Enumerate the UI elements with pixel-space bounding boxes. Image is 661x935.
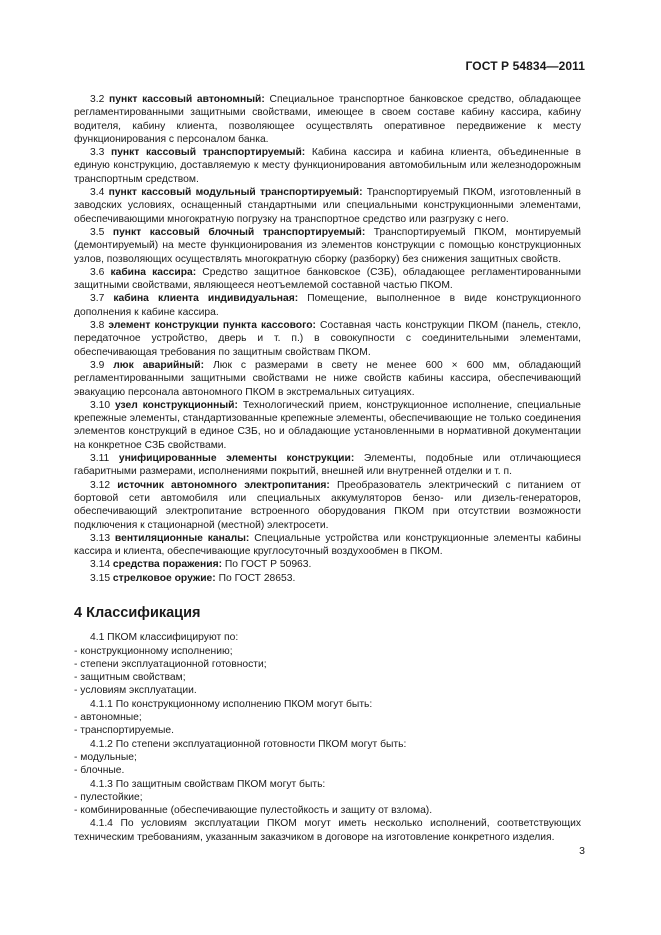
term-definition: Средство защитное банковское (СЗБ), обладающее регламентированными защитными свойствами, являющееся неотъемлемой составной частью ПКОМ.: [74, 266, 581, 292]
definition-paragraph: [74, 266, 581, 293]
term-name: унифицированные элементы конструкции:: [118, 453, 355, 465]
list-item: - комбинированные (обеспечивающие пулестойкость и защиту от взлома).: [74, 805, 433, 817]
clause-paragraph: 4.1.1 По конструкционному исполнению ПКОМ могут быть:: [90, 698, 373, 710]
list-item: - конструкционному исполнению;: [74, 645, 233, 657]
clause-number: 3.11: [90, 453, 110, 465]
term-name: стрелковое оружие:: [112, 572, 216, 584]
term-definition: Составная часть конструкции ПКОМ (панель, стекло, передаточное устройство, дверь и т. п.) в совокупности с соединительными элементами, обеспечивающая требования по защитным свойствам ПКОМ.: [74, 320, 581, 358]
clause-number: 3.7: [90, 293, 105, 305]
definition-paragraph: [74, 226, 581, 266]
term-definition: Помещение, выполненное в виде конструкционного дополнения к кабине кассира.: [74, 293, 581, 318]
clause-number: 3.10: [90, 399, 111, 411]
term-definition: Технологический прием, конструкционное исполнение, специальные крепежные элементы, стандартизованные крепежные элементы, обеспечивающие не только соединения элементов конструкций в единое СЗБ, но и обладающие установленными в нормативной документации на конкретное СЗБ свойствами.: [74, 399, 581, 451]
definition-paragraph: [74, 93, 581, 146]
list-item: - степени эксплуатационной готовности;: [74, 658, 267, 670]
term-name: вентиляционные каналы:: [114, 532, 250, 544]
document-body: [74, 93, 581, 844]
definition-paragraph: [74, 572, 581, 585]
clause-paragraph: 4.1 ПКОМ классифицируют по:: [90, 632, 239, 644]
clause-number: 3.9: [90, 359, 105, 371]
clause-number: 3.6: [90, 266, 105, 278]
term-definition: Преобразователь электрический с питанием от бортовой сети автомобиля или специальных аккумуляторов бензо- или дизель-генераторов, обеспечивающий электропитание встроенного оборудования ПКОМ при отсутствии возможности подключения к стационарной (местной) электросети.: [74, 479, 581, 531]
term-name: люк аварийный:: [113, 359, 205, 371]
term-definition: Люк с размерами в свету не менее 600 × 600 мм, обладающий регламентированными защитными свойствами не ниже свойств кабины кассира, обеспечивающий эвакуацию персонала автономного ПКОМ в экстремальных ситуациях.: [74, 359, 581, 398]
term-definition: Элементы, подобные или отличающиеся габаритными размерами, исполнениями покрытий, внешней или внутренней отделки и т. п.: [74, 453, 581, 478]
term-definition: По ГОСТ 28653.: [215, 572, 296, 584]
definition-paragraph: [74, 452, 581, 479]
list-item: - защитным свойствам;: [74, 672, 186, 684]
clause-paragraph: 4.1.3 По защитным свойствам ПКОМ могут быть:: [90, 778, 326, 790]
clause-number: 3.2: [90, 94, 105, 105]
page-number: 3: [579, 845, 585, 857]
term-name: узел конструкционный:: [114, 399, 238, 411]
term-name: пункт кассовый блочный транспортируемый:: [112, 226, 366, 238]
term-name: пункт кассовый модульный транспортируемый:: [108, 187, 363, 199]
term-definition: Кабина кассира и кабина клиента, объединенные в единую конструкцию, доставляемую к месту функционирования автомобильным или железнодорожным транспортным средством.: [74, 147, 581, 185]
definition-paragraph: [74, 146, 581, 186]
clause-number: 3.12: [90, 479, 111, 491]
list-item: - модульные;: [74, 751, 137, 763]
term-definition: Транспортируемый ПКОМ, изготовленный в заводских условиях, оснащенный стандартными или специальными конструкционными элементами, обеспечивающими многократную погрузку на транспортное средство или разгрузку с него.: [74, 187, 581, 225]
definition-paragraph: [74, 319, 581, 359]
clause-number: 3.4: [90, 187, 105, 199]
term-definition: Специальное транспортное банковское средство, обладающее регламентированными защитными свойствами, имеющее в своем составе кабину кассира, кабину водителя, кабину клиента, позволяющее осуществлять оперативное передвижение к месту функционирования с персоналом банка.: [74, 94, 581, 145]
term-definition: Транспортируемый ПКОМ, монтируемый (демонтируемый) на месте функционирования из элементов конструкции с помощью конструкционных узлов, позволяющих осуществлять многократную сборку (разборку) без снижения защитных свойств.: [74, 226, 581, 265]
definition-paragraph: [74, 292, 581, 319]
term-name: средства поражения:: [112, 559, 223, 571]
clause-number: 3.5: [90, 226, 105, 238]
clause-number: 3.15: [90, 572, 111, 584]
term-name: источник автономного электропитания:: [117, 479, 330, 491]
term-definition: По ГОСТ Р 50963.: [222, 559, 312, 571]
clause-paragraph: 4.1.4 По условиям эксплуатации ПКОМ могут иметь несколько исполнений, соответствующих техническим требованиям, указанным заказчиком в договоре на изготовление конкретного изделия.: [74, 818, 581, 843]
definition-paragraph: [74, 532, 581, 559]
clause-number: 3.13: [90, 532, 111, 544]
definition-paragraph: [74, 359, 581, 399]
definition-paragraph: [74, 479, 581, 532]
list-item: - условиям эксплуатации.: [74, 685, 197, 697]
definitions-list: [74, 93, 581, 585]
clause-paragraph: 4.1.2 По степени эксплуатационной готовности ПКОМ могут быть:: [90, 738, 407, 750]
clause-number: 3.8: [90, 320, 105, 332]
classification-list: [74, 631, 581, 844]
term-name: кабина клиента индивидуальная:: [113, 293, 299, 305]
list-item: - автономные;: [74, 712, 142, 724]
standard-number: ГОСТ Р 54834—2011: [465, 59, 585, 73]
term-name: кабина кассира:: [110, 266, 197, 278]
definition-paragraph: [74, 399, 581, 452]
list-item: - транспортируемые.: [74, 725, 175, 737]
definition-paragraph: [74, 186, 581, 226]
clause-number: 3.3: [90, 147, 105, 159]
term-name: пункт кассовый автономный:: [109, 94, 265, 105]
term-name: элемент конструкции пункта кассового:: [108, 320, 316, 332]
list-item: - блочные.: [74, 765, 125, 777]
section-heading: 4 Классификация: [74, 604, 201, 621]
term-definition: Специальные устройства или конструкционные элементы кабины кассира и клиента, обеспечивающие круглосуточный воздухообмен в ПКОМ.: [74, 532, 582, 558]
list-item: - пулестойкие;: [74, 791, 143, 803]
term-name: пункт кассовый транспортируемый:: [110, 147, 306, 159]
definition-paragraph: [74, 558, 581, 571]
clause-number: 3.14: [90, 559, 111, 571]
